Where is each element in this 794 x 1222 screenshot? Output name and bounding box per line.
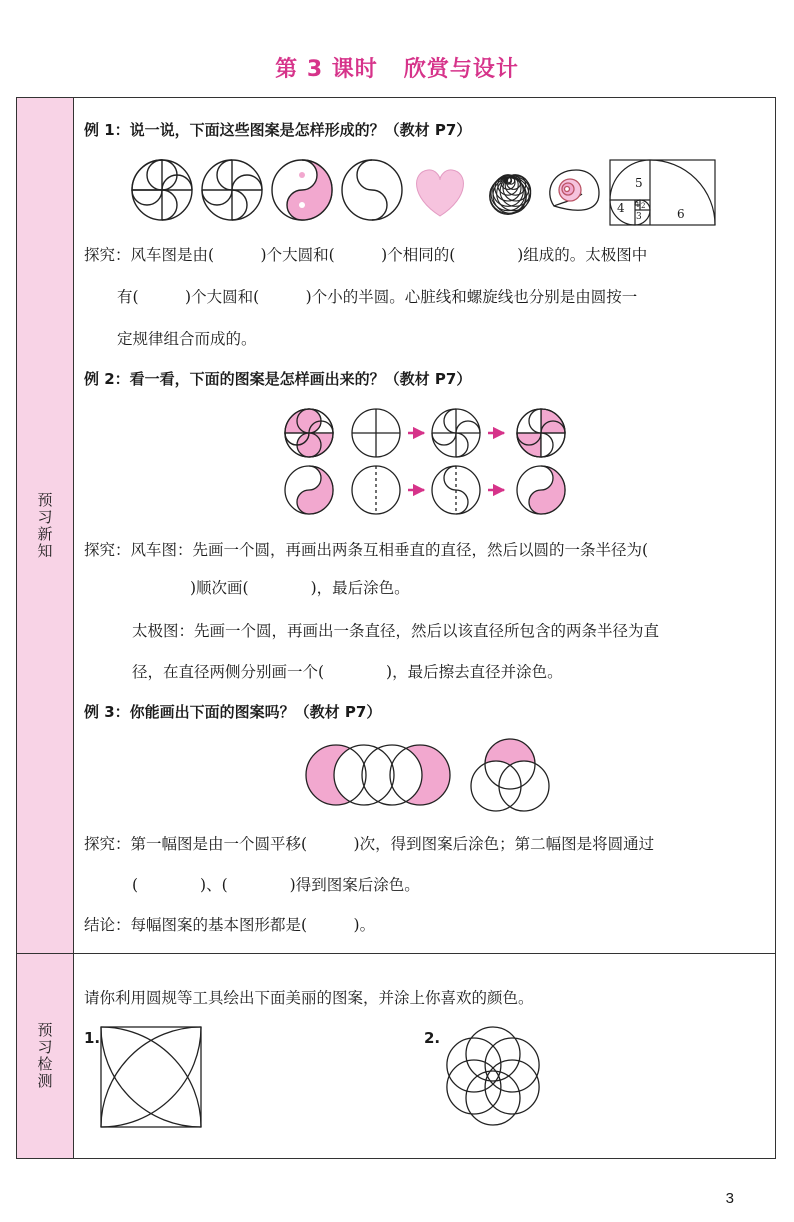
fib-label-3: 3 — [636, 212, 642, 222]
fib-label-6: 6 — [677, 207, 685, 221]
example2-heading: 例 2：看一看，下面的图案是怎样画出来的？（教材 P7） — [84, 370, 472, 388]
example3-conclusion: 结论：每幅图案的基本图形都是( )。 — [84, 916, 376, 934]
fib-label-4: 4 — [617, 201, 625, 215]
section-label-preview: 预习新知 — [17, 98, 74, 953]
example3-explore-line1: 探究：第一幅图是由一个圆平移( )次，得到图案后涂色；第二幅图是将圆通过 — [84, 835, 655, 853]
fib-label-5: 5 — [635, 176, 643, 190]
flower-circle — [447, 1060, 501, 1114]
fib-label-2: 2 — [641, 202, 646, 210]
section-label-check: 预习检测 — [17, 953, 74, 1158]
flower-circle — [466, 1071, 520, 1125]
example3-explore-line2: ( )、( )得到图案后涂色。 — [132, 876, 420, 894]
example1-explore-line1: 探究：风车图是由( )个大圆和( )个相同的( )组成的。太极图中 — [84, 246, 648, 264]
flower-circle — [466, 1027, 520, 1081]
example2-explore-line2: )顺次画( )，最后涂色。 — [190, 579, 410, 597]
example2-explore-line3: 太极图：先画一个圆，再画出一条直径，然后以该直径所包含的两条半径为直 — [132, 622, 660, 640]
example3-heading: 例 3：你能画出下面的图案吗？（教材 P7） — [84, 703, 382, 721]
fib-label-1: 1 — [636, 202, 640, 209]
flower-circles-figure — [447, 1027, 539, 1125]
lesson-name: 欣赏与设计 — [403, 57, 519, 82]
example2-explore-line4: 径，在直径两侧分别画一个( )，最后擦去直径并涂色。 — [132, 663, 563, 681]
lesson-number: 第 3 课时 — [275, 57, 378, 82]
example1-explore-line3: 定规律组合而成的。 — [117, 330, 257, 348]
task2-number: 2. — [424, 1029, 441, 1047]
flower-circle — [485, 1038, 539, 1092]
check-instruction: 请你利用圆规等工具绘出下面美丽的图案，并涂上你喜欢的颜色。 — [84, 989, 534, 1007]
example2-explore-line1: 探究：风车图：先画一个圆，再画出两条互相垂直的直径，然后以圆的一条半径为( — [84, 541, 649, 559]
example1-heading: 例 1：说一说，下面这些图案是怎样形成的？（教材 P7） — [84, 121, 472, 139]
page-number: 3 — [725, 1190, 734, 1207]
task1-number: 1. — [84, 1029, 101, 1047]
square-arcs-figure — [101, 1027, 201, 1127]
example1-explore-line2: 有( )个大圆和( )个小的半圆。心脏线和螺旋线也分别是由圆按一 — [117, 288, 638, 306]
